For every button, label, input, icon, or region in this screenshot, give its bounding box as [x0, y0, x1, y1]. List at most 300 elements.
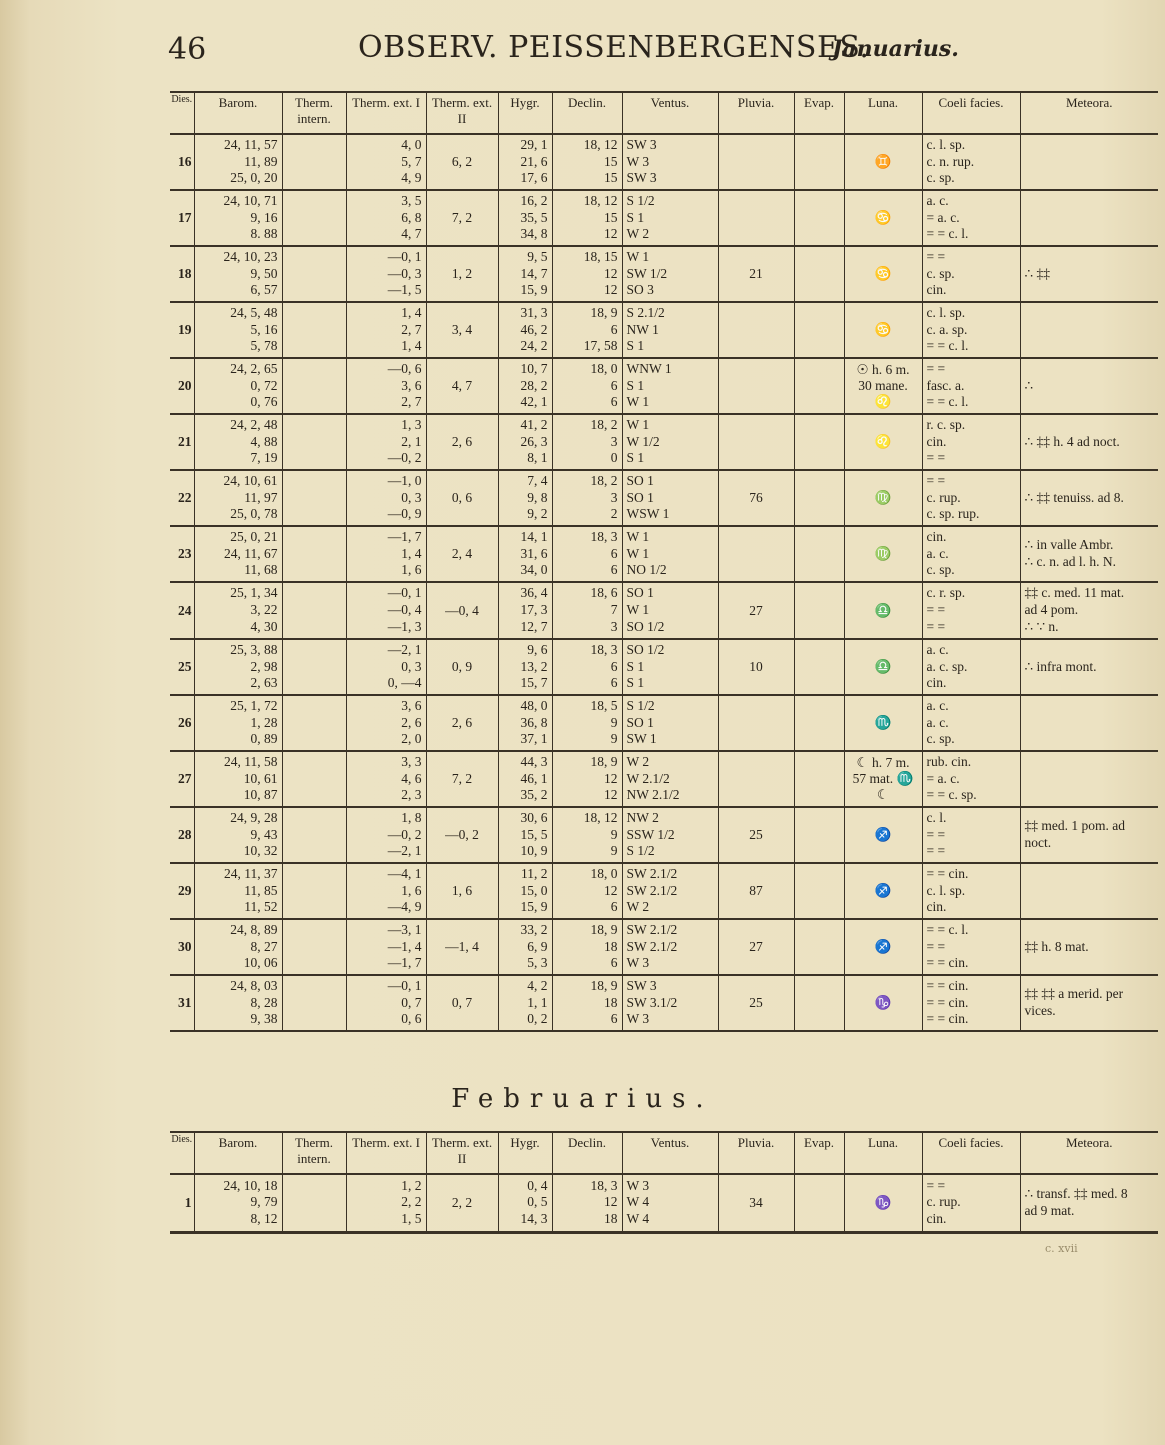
cell-luna: ♌: [844, 414, 922, 470]
cell-line: ‡‡ c. med. 11 mat.: [1024, 585, 1125, 601]
cell-coeli: [922, 751, 1020, 807]
cell-decl: [552, 190, 622, 246]
cell-luna: ♑: [844, 1174, 922, 1232]
cell-meteora: [1020, 975, 1158, 1031]
cell-line: a. c.: [926, 697, 949, 713]
cell-line: 18, 3: [590, 641, 618, 657]
cell-line: 3, 3: [401, 753, 422, 769]
cell-ti: [282, 134, 346, 190]
cell-pluvia: 27: [718, 919, 794, 975]
cell-line: 3: [610, 433, 618, 449]
cell-line: 18, 0: [590, 865, 618, 881]
cell-day: 19: [170, 302, 194, 358]
cell-decl: [552, 807, 622, 863]
cell-pluvia: 76: [718, 470, 794, 526]
cell-decl: [552, 582, 622, 639]
column-header: Barom.: [194, 92, 282, 134]
cell-line: 11, 97: [244, 489, 278, 505]
cell-line: W 2: [626, 899, 650, 915]
cell-line: SO 1: [626, 489, 654, 505]
cell-line: 6: [610, 675, 618, 691]
table-row: [170, 1174, 1158, 1232]
cell-coeli: [922, 639, 1020, 695]
cell-line: 10, 06: [243, 955, 278, 971]
cell-coeli: [922, 1174, 1020, 1232]
cell-line: 11, 52: [244, 899, 278, 915]
cell-evap: [794, 863, 844, 919]
cell-line: 9: [610, 731, 618, 747]
cell-line: W 1: [626, 416, 650, 432]
cell-line: 9, 5: [527, 248, 548, 264]
cell-ti: [282, 1174, 346, 1232]
cell-ventus: [622, 639, 718, 695]
cell-evap: [794, 134, 844, 190]
cell-line: 2: [610, 506, 618, 522]
table-row: [170, 246, 1158, 302]
column-header: Meteora.: [1020, 92, 1158, 134]
cell-meteora: [1020, 526, 1158, 582]
cell-line: SW 3: [626, 977, 657, 993]
cell-line: 31, 6: [520, 545, 548, 561]
cell-line: 9, 16: [250, 209, 278, 225]
cell-line: 18: [604, 1211, 618, 1227]
cell-line: —0, 4: [387, 602, 422, 618]
cell-line: 1, 3: [401, 416, 422, 432]
cell-line: 13, 2: [520, 658, 548, 674]
cell-line: SW 1/2: [626, 265, 668, 281]
cell-luna: ♐: [844, 919, 922, 975]
cell-line: 15, 9: [520, 899, 548, 915]
printer-signature: c. xvii: [1045, 1242, 1078, 1255]
cell-line: 18, 9: [590, 921, 618, 937]
cell-line: W 2: [626, 753, 650, 769]
cell-day: 16: [170, 134, 194, 190]
cell-line: —0, 2: [387, 826, 422, 842]
cell-line: cin.: [926, 433, 947, 449]
cell-line: SO 1/2: [626, 641, 665, 657]
cell-hygr: [498, 134, 552, 190]
cell-line: 24, 11, 37: [224, 865, 278, 881]
cell-ti: [282, 639, 346, 695]
cell-te2: 0, 6: [426, 470, 498, 526]
table-row: [170, 134, 1158, 190]
cell-line: 10, 9: [520, 843, 548, 859]
cell-line: 8. 88: [250, 226, 278, 242]
cell-line: —0, 6: [387, 360, 422, 376]
cell-evap: [794, 190, 844, 246]
cell-line: = =: [926, 602, 946, 618]
cell-line: 1, 6: [401, 882, 422, 898]
cell-barom: [194, 1174, 282, 1232]
cell-line: W 1: [626, 545, 650, 561]
cell-line: W 2: [626, 226, 650, 242]
cell-ventus: [622, 470, 718, 526]
cell-coeli: [922, 302, 1020, 358]
cell-line: 21, 6: [520, 153, 548, 169]
cell-te2: —0, 2: [426, 807, 498, 863]
cell-line: 29, 1: [520, 136, 548, 152]
cell-ventus: [622, 302, 718, 358]
cell-ventus: [622, 975, 718, 1031]
cell-ti: [282, 470, 346, 526]
cell-line: 6: [610, 377, 618, 393]
cell-line: 15: [604, 170, 618, 186]
cell-ti: [282, 358, 346, 414]
table-row: [170, 358, 1158, 414]
cell-line: 4, 2: [527, 977, 548, 993]
cell-ti: [282, 414, 346, 470]
table-row: [170, 526, 1158, 582]
cell-barom: [194, 302, 282, 358]
cell-barom: [194, 751, 282, 807]
cell-line: 25, 1, 72: [230, 697, 278, 713]
cell-line: 37, 1: [520, 731, 548, 747]
cell-decl: [552, 919, 622, 975]
cell-line: 18, 12: [583, 192, 618, 208]
cell-line: S 2.1/2: [626, 304, 665, 320]
cell-line: 7, 4: [527, 472, 548, 488]
cell-line: 16, 2: [520, 192, 548, 208]
cell-te1: [346, 751, 426, 807]
cell-decl: [552, 751, 622, 807]
cell-line: = =: [926, 618, 946, 634]
cell-line: = =: [926, 938, 946, 954]
cell-luna: ♊: [844, 134, 922, 190]
cell-line: 0, 4: [527, 1177, 548, 1193]
cell-te2: —1, 4: [426, 919, 498, 975]
cell-line: 1, 28: [250, 714, 278, 730]
cell-pluvia: [718, 414, 794, 470]
cell-line: ∴: [1024, 377, 1034, 393]
cell-line: c. rup.: [926, 489, 961, 505]
cell-line: SW 2.1/2: [626, 865, 678, 881]
cell-te2: 6, 2: [426, 134, 498, 190]
cell-line: 25, 1, 34: [230, 585, 278, 601]
cell-te1: [346, 246, 426, 302]
column-header: Declin.: [552, 92, 622, 134]
cell-line: 0, 3: [401, 658, 422, 674]
cell-line: 5, 3: [527, 955, 548, 971]
cell-line: c. l. sp.: [926, 882, 966, 898]
cell-line: 14, 1: [520, 528, 548, 544]
cell-line: S 1: [626, 658, 645, 674]
cell-line: a. c.: [926, 714, 949, 730]
cell-line: c. n. rup.: [926, 153, 975, 169]
cell-te1: [346, 639, 426, 695]
cell-line: = = c. sp.: [926, 787, 977, 803]
cell-line: 4, 30: [250, 618, 278, 634]
column-header: Luna.: [844, 1132, 922, 1174]
cell-line: —2, 1: [387, 641, 422, 657]
cell-te1: [346, 526, 426, 582]
cell-ti: [282, 302, 346, 358]
cell-decl: [552, 639, 622, 695]
cell-coeli: [922, 190, 1020, 246]
cell-line: 8, 12: [250, 1211, 278, 1227]
table-row: [170, 751, 1158, 807]
cell-line: S 1: [626, 209, 645, 225]
cell-line: 0, 89: [250, 731, 278, 747]
cell-line: S 1/2: [626, 843, 655, 859]
cell-coeli: [922, 470, 1020, 526]
cell-line: cin.: [926, 899, 947, 915]
cell-line: 18, 9: [590, 977, 618, 993]
cell-line: S 1: [626, 377, 645, 393]
cell-barom: [194, 975, 282, 1031]
cell-line: 44, 3: [520, 753, 548, 769]
cell-meteora: [1020, 919, 1158, 975]
cell-evap: [794, 358, 844, 414]
cell-line: 6: [610, 1011, 618, 1027]
cell-meteora: [1020, 639, 1158, 695]
column-header: Ventus.: [622, 1132, 718, 1174]
cell-hygr: [498, 302, 552, 358]
cell-line: 6: [610, 955, 618, 971]
cell-line: 1, 2: [401, 1177, 422, 1193]
cell-line: 24, 8, 89: [230, 921, 278, 937]
cell-line: = =: [926, 843, 946, 859]
cell-line: NW 2: [626, 809, 659, 825]
cell-line: 3, 6: [401, 377, 422, 393]
cell-evap: [794, 975, 844, 1031]
table-row: [170, 190, 1158, 246]
cell-line: 0, 7: [401, 994, 422, 1010]
cell-line: 7, 19: [250, 450, 278, 466]
cell-te1: [346, 1174, 426, 1232]
cell-barom: [194, 582, 282, 639]
cell-line: 11, 85: [244, 882, 278, 898]
cell-line: 34, 8: [520, 226, 548, 242]
cell-line: 2, 1: [401, 433, 422, 449]
cell-barom: [194, 134, 282, 190]
cell-meteora: [1020, 358, 1158, 414]
cell-line: 24, 10, 23: [223, 248, 278, 264]
cell-line: 18, 12: [583, 809, 618, 825]
cell-line: 6: [610, 562, 618, 578]
cell-line: 1, 8: [401, 809, 422, 825]
cell-line: ‡‡ ‡‡ a merid. per: [1024, 986, 1124, 1002]
cell-line: 12: [604, 882, 618, 898]
cell-line: 1, 1: [527, 994, 548, 1010]
cell-coeli: [922, 919, 1020, 975]
cell-coeli: [922, 246, 1020, 302]
cell-line: 5, 7: [401, 153, 422, 169]
cell-line: cin.: [926, 282, 947, 298]
cell-pluvia: 34: [718, 1174, 794, 1232]
cell-decl: [552, 975, 622, 1031]
cell-line: 6: [610, 394, 618, 410]
cell-meteora: [1020, 807, 1158, 863]
cell-line: = =: [926, 472, 946, 488]
cell-line: 18, 2: [590, 472, 618, 488]
cell-day: 20: [170, 358, 194, 414]
cell-pluvia: 87: [718, 863, 794, 919]
cell-te2: 2, 6: [426, 414, 498, 470]
column-header: Hygr.: [498, 1132, 552, 1174]
cell-line: cin.: [926, 1211, 947, 1227]
cell-line: W 4: [626, 1194, 650, 1210]
cell-line: —0, 1: [387, 977, 422, 993]
cell-day: 17: [170, 190, 194, 246]
cell-line: 0, 3: [401, 489, 422, 505]
cell-line: 28, 2: [520, 377, 548, 393]
cell-line: 25, 0, 78: [230, 506, 278, 522]
cell-line: c. l.: [926, 809, 947, 825]
cell-line: SW 1: [626, 731, 657, 747]
cell-line: W 2.1/2: [626, 770, 670, 786]
column-header: Coeli facies.: [922, 92, 1020, 134]
cell-line: 18, 0: [590, 360, 618, 376]
cell-hygr: [498, 526, 552, 582]
column-header: Hygr.: [498, 92, 552, 134]
cell-hygr: [498, 863, 552, 919]
cell-line: 42, 1: [520, 394, 548, 410]
cell-luna: ♎: [844, 639, 922, 695]
cell-line: —4, 1: [387, 865, 422, 881]
cell-line: —0, 1: [387, 248, 422, 264]
cell-barom: [194, 526, 282, 582]
cell-luna: ♏: [844, 695, 922, 751]
cell-decl: [552, 1174, 622, 1232]
cell-line: 26, 3: [520, 433, 548, 449]
cell-line: 10, 32: [243, 843, 278, 859]
cell-line: —1, 3: [387, 618, 422, 634]
cell-line: S 1: [626, 450, 645, 466]
cell-ventus: [622, 807, 718, 863]
cell-meteora: [1020, 414, 1158, 470]
cell-hygr: [498, 975, 552, 1031]
cell-line: —1, 7: [387, 955, 422, 971]
cell-line: c. sp.: [926, 562, 955, 578]
cell-day: 21: [170, 414, 194, 470]
cell-line: W 3: [626, 955, 650, 971]
cell-te2: 2, 2: [426, 1174, 498, 1232]
cell-ventus: [622, 246, 718, 302]
cell-pluvia: 25: [718, 807, 794, 863]
column-header: Therm. ext. II: [426, 1132, 498, 1174]
cell-line: ∴ transf. ‡‡ med. 8: [1024, 1186, 1128, 1202]
cell-coeli: [922, 134, 1020, 190]
cell-meteora: [1020, 863, 1158, 919]
cell-ti: [282, 246, 346, 302]
cell-hygr: [498, 695, 552, 751]
cell-meteora: [1020, 134, 1158, 190]
cell-line: 2, 0: [401, 731, 422, 747]
cell-line: c. rup.: [926, 1194, 961, 1210]
cell-day: 1: [170, 1174, 194, 1232]
cell-line: 10, 61: [243, 770, 278, 786]
cell-te2: 0, 9: [426, 639, 498, 695]
column-header: Therm. intern.: [282, 1132, 346, 1174]
cell-line: 2, 7: [401, 394, 422, 410]
cell-line: 2, 2: [401, 1194, 422, 1210]
cell-line: —0, 2: [387, 450, 422, 466]
cell-meteora: [1020, 190, 1158, 246]
cell-ventus: [622, 695, 718, 751]
cell-decl: [552, 302, 622, 358]
january-observations-table: [170, 91, 1158, 1032]
cell-luna: ☉ h. 6 m. 30 mane. ♌: [844, 358, 922, 414]
cell-line: 17, 3: [520, 602, 548, 618]
february-observations-table: [170, 1131, 1158, 1234]
page-header: [0, 26, 1165, 76]
cell-luna: ♍: [844, 470, 922, 526]
cell-line: 9, 8: [527, 489, 548, 505]
cell-barom: [194, 414, 282, 470]
cell-line: 5, 78: [250, 338, 278, 354]
cell-te1: [346, 863, 426, 919]
cell-line: SW 2.1/2: [626, 921, 678, 937]
running-title: OBSERV. PEISSENBERGENSES.: [358, 30, 870, 65]
cell-meteora: [1020, 302, 1158, 358]
cell-day: 31: [170, 975, 194, 1031]
cell-ti: [282, 863, 346, 919]
cell-hygr: [498, 246, 552, 302]
cell-ventus: [622, 190, 718, 246]
cell-evap: [794, 695, 844, 751]
column-header: Luna.: [844, 92, 922, 134]
cell-line: 24, 10, 18: [223, 1177, 278, 1193]
cell-te2: 2, 6: [426, 695, 498, 751]
cell-line: = a. c.: [926, 209, 960, 225]
cell-evap: [794, 1174, 844, 1232]
cell-line: 33, 2: [520, 921, 548, 937]
cell-line: S 1/2: [626, 697, 655, 713]
cell-line: 46, 2: [520, 321, 548, 337]
cell-hygr: [498, 582, 552, 639]
cell-line: 18: [604, 938, 618, 954]
cell-te2: —0, 4: [426, 582, 498, 639]
cell-line: a. c.: [926, 192, 949, 208]
cell-line: 6: [610, 321, 618, 337]
cell-line: ∴ ‡‡: [1024, 265, 1050, 281]
cell-line: 15: [604, 153, 618, 169]
cell-line: WSW 1: [626, 506, 670, 522]
cell-line: = = c. l.: [926, 338, 969, 354]
cell-te1: [346, 134, 426, 190]
cell-line: 18, 6: [590, 585, 618, 601]
cell-evap: [794, 414, 844, 470]
column-header: Pluvia.: [718, 1132, 794, 1174]
cell-line: WNW 1: [626, 360, 672, 376]
cell-line: 24, 2, 48: [230, 416, 278, 432]
cell-pluvia: 25: [718, 975, 794, 1031]
cell-line: 18: [604, 994, 618, 1010]
cell-line: ‡‡ h. 8 mat.: [1024, 938, 1089, 954]
table-body: [170, 1174, 1158, 1232]
cell-line: 4, 9: [401, 170, 422, 186]
cell-line: 2, 98: [250, 658, 278, 674]
cell-line: 5, 16: [250, 321, 278, 337]
cell-line: ∴ ‡‡ tenuiss. ad 8.: [1024, 489, 1124, 505]
table-row: [170, 582, 1158, 639]
cell-line: ∴ infra mont.: [1024, 658, 1097, 674]
cell-line: 0, —4: [387, 675, 422, 691]
cell-line: 11, 89: [244, 153, 278, 169]
cell-pluvia: [718, 302, 794, 358]
cell-line: c. sp.: [926, 265, 955, 281]
cell-line: 12: [604, 282, 618, 298]
cell-hygr: [498, 358, 552, 414]
cell-line: = =: [926, 1177, 946, 1193]
cell-line: 6: [610, 899, 618, 915]
cell-line: 25, 0, 21: [230, 528, 278, 544]
column-header: Declin.: [552, 1132, 622, 1174]
cell-line: ∴ in valle Ambr.: [1024, 537, 1114, 553]
cell-luna: ♐: [844, 807, 922, 863]
cell-coeli: [922, 358, 1020, 414]
cell-line: ‡‡ med. 1 pom. ad: [1024, 818, 1125, 834]
